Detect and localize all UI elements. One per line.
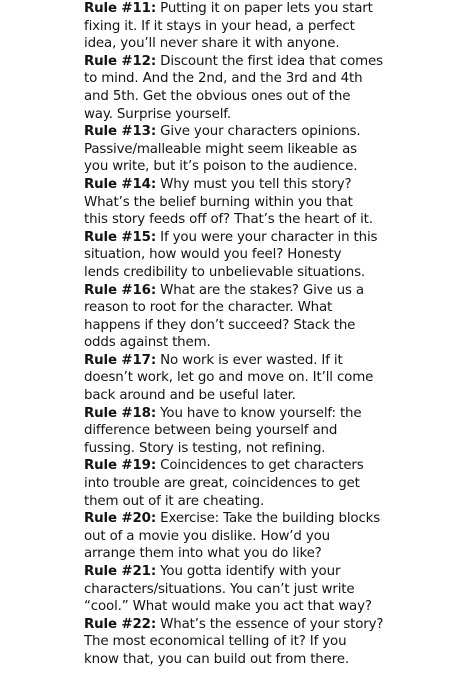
rule-16 (84, 282, 464, 352)
rule-12 (84, 53, 464, 123)
rule-21 (84, 563, 464, 616)
rule-label: Rule #20: (84, 511, 157, 527)
rule-11 (84, 0, 464, 53)
rule-text: Give your characters opinions. Passive/malleable might seem likeable as you write, but it’s poison to the audience. (84, 124, 361, 175)
rule-text: If you were your character in this situation, how would you feel? Honesty lends credibility to unbelievable situations. (84, 229, 378, 280)
rule-14 (84, 176, 464, 229)
rule-18 (84, 405, 464, 458)
rule-label: Rule #15: (84, 229, 157, 245)
rule-text: Discount the first idea that comes to mind. And the 2nd, and the 3rd and 4th and 5th. Get the obvious ones out of the way. Surprise yourself. (84, 53, 383, 122)
rule-text: You have to know yourself: the difference between being yourself and fussing. Story is testing, not refining. (84, 405, 362, 456)
rule-20 (84, 510, 464, 563)
rule-label: Rule #17: (84, 352, 157, 368)
rule-15 (84, 229, 464, 282)
rule-label: Rule #12: (84, 53, 157, 69)
rule-text: Putting it on paper lets you start fixing it. If it stays in your head, a perfect idea, you’ll never share it with anyone. (84, 1, 373, 52)
rule-text: Coincidences to get characters into trouble are great, coincidences to get them out of it are cheating. (84, 458, 364, 509)
rule-text: Exercise: Take the building blocks out of a movie you dislike. How’d you arrange them into what you do like? (84, 511, 381, 562)
rule-label: Rule #22: (84, 616, 157, 632)
rule-label: Rule #14: (84, 176, 157, 192)
rule-13 (84, 123, 464, 176)
rule-text: No work is ever wasted. If it doesn’t work, let go and move on. It’ll come back around and be useful later. (84, 352, 374, 404)
rule-label: Rule #18: (84, 405, 157, 421)
rule-19 (84, 457, 464, 510)
rule-22 (84, 616, 464, 669)
rule-text: What’s the essence of your story? The most economical telling of it? If you know that, you can build out from there. (84, 616, 384, 667)
rule-label: Rule #13: (84, 124, 157, 140)
rule-text: You gotta identify with your characters/situations. You can’t just write “cool.” What would make you act that way? (84, 564, 372, 615)
rule-label: Rule #19: (84, 458, 157, 474)
rule-text: Why must you tell this story? What’s the belief burning within you that this story feeds off of? That’s the heart of it. (84, 176, 373, 228)
rule-17 (84, 352, 464, 405)
rule-label: Rule #21: (84, 564, 157, 579)
rule-text: What are the stakes? Give us a reason to root for the character. What happens if they don’t succeed? Stack the odds against them. (84, 282, 364, 351)
rule-label: Rule #16: (84, 282, 157, 298)
rule-label: Rule #11: (84, 1, 157, 16)
